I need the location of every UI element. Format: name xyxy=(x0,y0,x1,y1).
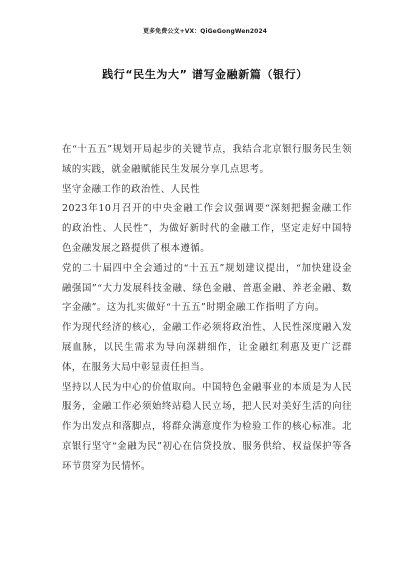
header-note: 更多免费公文+VX：QiGeGongWen2024 xyxy=(142,28,267,35)
section-heading: 坚守金融工作的政治性、人民性 xyxy=(62,183,201,195)
document-title: 践行“民生为大” 谱写金融新篇（银行） xyxy=(102,68,308,81)
paragraph-people-centered: 坚持以人民为中心的价值取向。中国特色金融事业的本质是为人民服务，金融工作必须始终站稳人民立场，把人民对美好生活的向往作为出发点和落脚点，将群众满意度作为检验工作的核心标准。北京银行坚守“金融为民”初心在信贷投放、服务供给、权益保护等各环节贯穿为民情怀。 xyxy=(62,381,352,472)
document-body xyxy=(62,140,352,477)
paragraph-intro: 在“十五五”规划开局起步的关键节点，我结合北京银行服务民生领域的实践，就金融赋能民生发展分享几点思考。 xyxy=(62,144,352,175)
paragraph-conference: 2023年10月召开的中央金融工作会议强调要“深刻把握金融工作的政治性、人民性”，为做好新时代的金融工作，坚定走好中国特色金融发展之路提供了根本遵循。 xyxy=(62,203,352,254)
paragraph-plan: 党的二十届四中全会通过的“十五五”规划建议提出，“加快建设金融强国”“大力发展科技金融、绿色金融、普惠金融、养老金融、数字金融”。这为扎实做好“十五五”时期金融工作指明了方向。 xyxy=(62,262,352,314)
paragraph-core: 作为现代经济的核心，金融工作必须将政治性、人民性深度融入发展血脉，以民生需求为导向深耕细作，让金融红利惠及更广泛群体，在服务大局中彰显责任担当。 xyxy=(62,322,352,373)
